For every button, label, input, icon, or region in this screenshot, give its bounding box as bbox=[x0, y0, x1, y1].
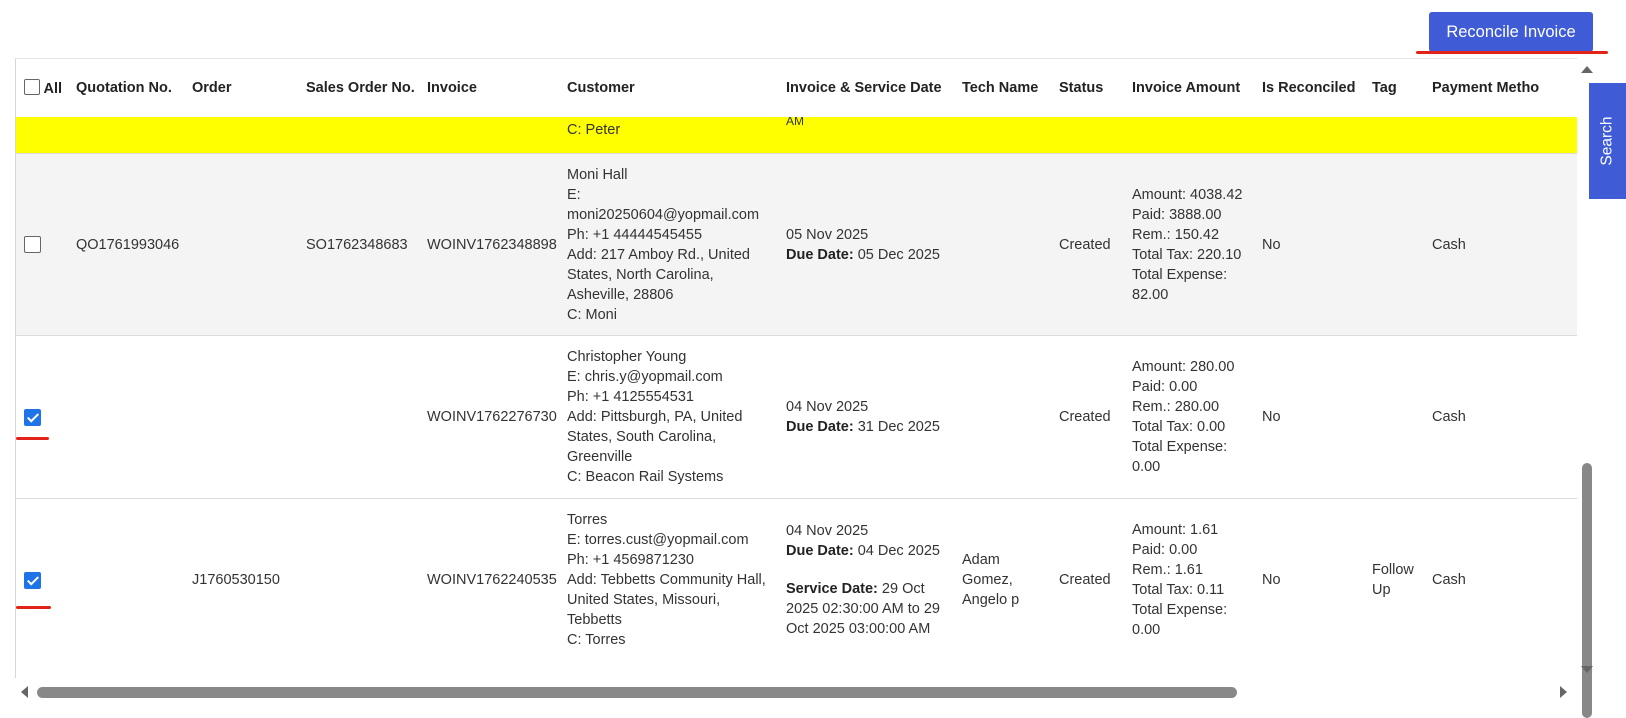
customer-phone: Ph: +1 4125554531 bbox=[567, 389, 694, 405]
scroll-down-icon[interactable] bbox=[1581, 666, 1593, 673]
sales-order-no bbox=[298, 336, 419, 499]
amount-paid: Paid: 3888.00 bbox=[1132, 206, 1222, 223]
amount-cell bbox=[1124, 336, 1254, 499]
reconcile-invoice-button[interactable]: Reconcile Invoice bbox=[1429, 12, 1593, 52]
customer-address: Add: 217 Amboy Rd., United States, North Carolina, Asheville, 28806 bbox=[567, 246, 750, 303]
quotation-no bbox=[68, 336, 184, 499]
sales-order-no bbox=[298, 499, 419, 662]
tag-cell bbox=[1364, 499, 1424, 662]
horizontal-scrollbar-thumb[interactable] bbox=[37, 687, 1237, 698]
amount-expense: Total Expense: 82.00 bbox=[1132, 266, 1228, 303]
amount-total: Amount: 1.61 bbox=[1132, 522, 1219, 539]
table-row bbox=[16, 336, 1577, 499]
invoice-no[interactable]: WOINV1762348898 bbox=[419, 154, 559, 336]
table-row bbox=[16, 499, 1577, 662]
due-date: 04 Dec 2025 bbox=[857, 543, 940, 560]
customer-name: Moni Hall bbox=[567, 166, 628, 183]
amount-remaining: Rem.: 280.00 bbox=[1132, 399, 1220, 415]
order-no bbox=[184, 336, 298, 499]
due-date-label: Due Date: bbox=[786, 419, 854, 435]
due-date: 31 Dec 2025 bbox=[857, 419, 940, 435]
tech-name bbox=[954, 499, 1051, 662]
tag bbox=[1364, 154, 1424, 336]
date-fragment: AM bbox=[786, 117, 804, 128]
status: Created bbox=[1051, 154, 1124, 336]
customer-email: E: torres.cust@yopmail.com bbox=[567, 532, 749, 549]
header-payment-method[interactable]: Payment Metho bbox=[1424, 59, 1577, 117]
customer-email: E: chris.y@yopmail.com bbox=[567, 369, 723, 385]
date-cell bbox=[778, 336, 954, 499]
invoice-no[interactable]: WOINV1762240535 bbox=[419, 499, 559, 662]
header-invoice[interactable]: Invoice bbox=[419, 59, 559, 117]
quotation-no bbox=[68, 499, 184, 662]
customer-name: Christopher Young bbox=[567, 349, 687, 365]
payment-method: Cash bbox=[1424, 336, 1577, 499]
amount-tax: Total Tax: 0.00 bbox=[1132, 419, 1226, 435]
amount-expense: Total Expense: 0.00 bbox=[1132, 439, 1228, 475]
customer-email-label: E: bbox=[567, 186, 581, 203]
date-cell bbox=[778, 499, 954, 662]
customer-cell bbox=[559, 154, 778, 336]
payment-method: Cash bbox=[1424, 154, 1577, 336]
customer-address: Add: Pittsburgh, PA, United States, South Carolina, Greenville bbox=[567, 409, 743, 465]
quotation-no: QO1761993046 bbox=[68, 154, 184, 336]
is-reconciled: No bbox=[1254, 154, 1364, 336]
amount-tax: Total Tax: 220.10 bbox=[1132, 246, 1242, 263]
amount-tax: Total Tax: 0.11 bbox=[1132, 582, 1225, 599]
invoice-table-viewport bbox=[15, 58, 1577, 678]
vertical-scrollbar-thumb[interactable] bbox=[1582, 463, 1592, 718]
is-reconciled: No bbox=[1254, 336, 1364, 499]
amount-cell bbox=[1124, 499, 1254, 662]
select-all-checkbox[interactable] bbox=[24, 79, 40, 95]
header-invoice-service-date[interactable]: Invoice & Service Date bbox=[778, 59, 954, 117]
due-date-label: Due Date: bbox=[786, 246, 854, 263]
order-no bbox=[184, 154, 298, 336]
annotation-underline-row2-checkbox bbox=[16, 437, 49, 440]
tag bbox=[1364, 336, 1424, 499]
header-status[interactable]: Status bbox=[1051, 59, 1124, 117]
vertical-scrollbar[interactable] bbox=[1577, 58, 1595, 678]
service-date-label: Service Date: bbox=[786, 581, 878, 598]
header-all-label: All bbox=[43, 81, 63, 97]
customer-cell bbox=[559, 336, 778, 499]
customer-contact: C: Moni bbox=[567, 306, 617, 323]
sales-order-no: SO1762348683 bbox=[298, 154, 419, 336]
customer-name: Torres bbox=[567, 512, 608, 529]
row-select-checkbox[interactable] bbox=[24, 409, 41, 426]
date-cell bbox=[778, 154, 954, 336]
amount-expense: Total Expense: 0.00 bbox=[1132, 602, 1228, 639]
customer-contact: C: Peter bbox=[559, 117, 778, 154]
status: Created bbox=[1051, 499, 1124, 662]
header-order[interactable]: Order bbox=[184, 59, 298, 117]
amount-paid: Paid: 0.00 bbox=[1132, 542, 1198, 559]
scroll-left-icon[interactable] bbox=[21, 686, 28, 698]
amount-cell bbox=[1124, 154, 1254, 336]
customer-contact: C: Beacon Rail Systems bbox=[567, 469, 724, 485]
annotation-underline-row3-checkbox bbox=[16, 606, 51, 609]
due-date: 05 Dec 2025 bbox=[857, 246, 940, 263]
customer-cell bbox=[559, 499, 778, 662]
row-select-checkbox[interactable] bbox=[24, 236, 41, 253]
status: Created bbox=[1051, 336, 1124, 499]
invoice-date: 05 Nov 2025 bbox=[786, 226, 869, 243]
amount-remaining: Rem.: 150.42 bbox=[1132, 226, 1220, 243]
customer-email: moni20250604@yopmail.com bbox=[567, 206, 760, 223]
table-header-row bbox=[16, 59, 1577, 117]
scroll-right-icon[interactable] bbox=[1560, 686, 1567, 698]
tech-name-text: Adam Gomez, Angelo p bbox=[962, 552, 1020, 609]
header-invoice-amount[interactable]: Invoice Amount bbox=[1124, 59, 1254, 117]
invoice-table bbox=[16, 59, 1577, 662]
amount-total: Amount: 4038.42 bbox=[1132, 186, 1243, 203]
customer-address: Add: Tebbetts Community Hall, United States, Missouri, Tebbetts bbox=[567, 572, 766, 629]
header-sales-order[interactable]: Sales Order No. bbox=[298, 59, 419, 117]
payment-method: Cash bbox=[1424, 499, 1577, 662]
tech-name bbox=[954, 154, 1051, 336]
tech-name bbox=[954, 336, 1051, 499]
service-date: 29 Oct 2025 02:30:00 AM to 29 Oct 2025 03:00:00 AM bbox=[786, 581, 940, 638]
invoice-no[interactable]: WOINV1762276730 bbox=[419, 336, 559, 499]
is-reconciled: No bbox=[1254, 499, 1364, 662]
search-tab-label: Search bbox=[1598, 116, 1616, 166]
amount-total: Amount: 280.00 bbox=[1132, 359, 1235, 375]
due-date-label: Due Date: bbox=[786, 543, 854, 560]
annotation-underline-reconcile bbox=[1416, 51, 1608, 54]
header-customer[interactable]: Customer bbox=[559, 59, 778, 117]
amount-remaining: Rem.: 1.61 bbox=[1132, 562, 1203, 579]
scroll-up-icon[interactable] bbox=[1581, 66, 1593, 73]
header-quotation[interactable]: Quotation No. bbox=[68, 59, 184, 117]
amount-paid: Paid: 0.00 bbox=[1132, 379, 1198, 395]
customer-contact: C: Torres bbox=[567, 632, 626, 649]
horizontal-scrollbar[interactable] bbox=[15, 680, 1577, 700]
row-select-checkbox[interactable] bbox=[24, 572, 41, 589]
customer-phone: Ph: +1 44444545455 bbox=[567, 226, 703, 243]
header-is-reconciled[interactable]: Is Reconciled bbox=[1254, 59, 1364, 117]
order-no: J1760530150 bbox=[184, 499, 298, 662]
header-tech-name[interactable]: Tech Name bbox=[954, 59, 1051, 117]
invoice-date: 04 Nov 2025 bbox=[786, 523, 869, 540]
table-row bbox=[16, 154, 1577, 336]
customer-phone: Ph: +1 4569871230 bbox=[567, 552, 694, 569]
header-tag[interactable]: Tag bbox=[1364, 59, 1424, 117]
table-row-highlighted-partial bbox=[16, 117, 1577, 154]
invoice-date: 04 Nov 2025 bbox=[786, 399, 869, 415]
header-select-all[interactable] bbox=[16, 59, 68, 117]
tag: Follow Up bbox=[1372, 562, 1414, 599]
